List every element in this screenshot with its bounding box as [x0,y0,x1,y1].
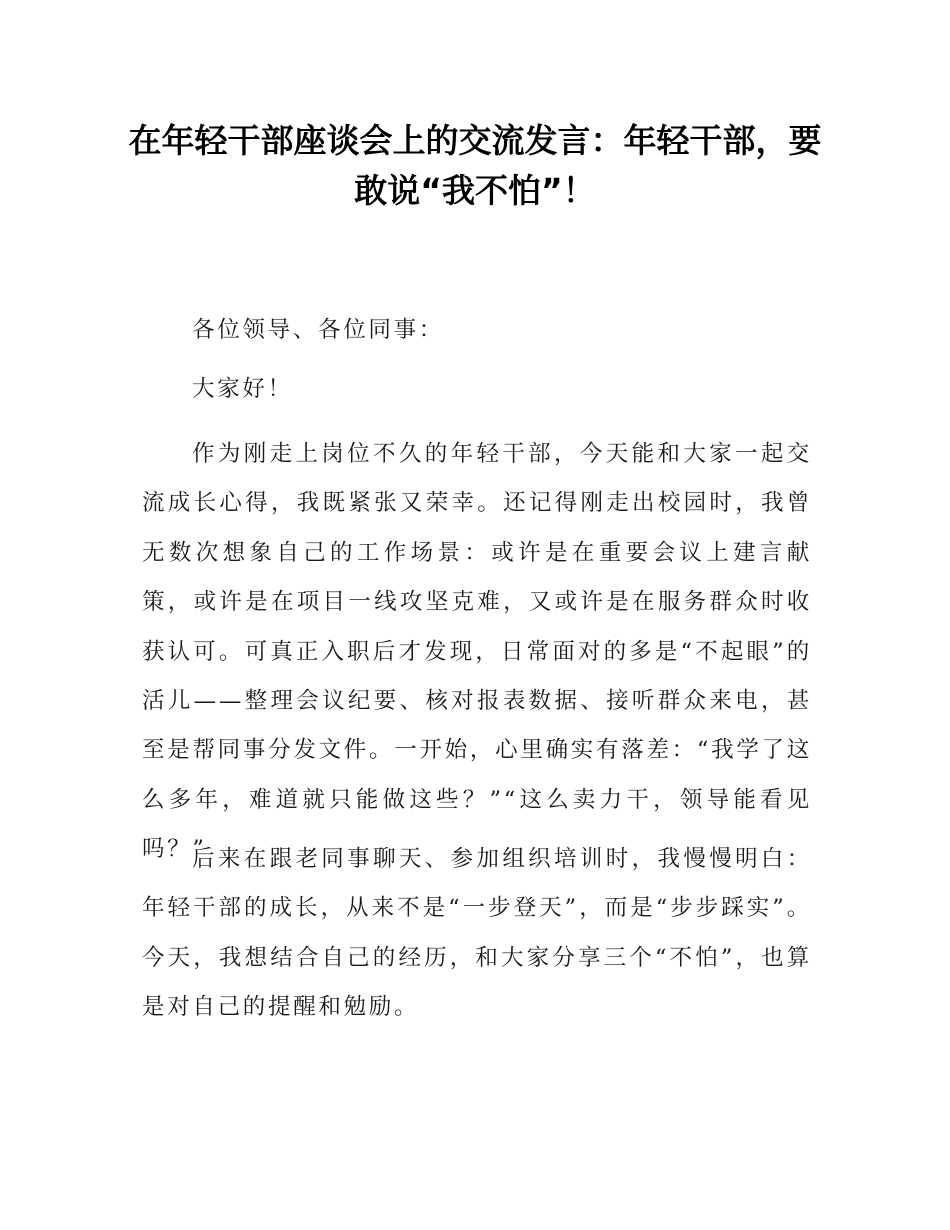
greeting: 大家好！ [192,376,293,402]
paragraph: 后来在跟老同事聊天、参加组织培训时，我慢慢明白：年轻干部的成长，从来不是“一步登天”，而是“步步踩实”。今天，我想结合自己的经历，和大家分享三个“不怕”，也算是对自己的提醒和勉励。 [142,846,812,1021]
salutation: 各位领导、各位同事： [192,317,445,343]
document-title: 在年轻干部座谈会上的交流发言：年轻干部，要敢说“我不怕”！ [128,121,822,210]
paragraph: 作为刚走上岗位不久的年轻干部，今天能和大家一起交流成长心得，我既紧张又荣幸。还记得刚走出校园时，我曾无数次想象自己的工作场景：或许是在重要会议上建言献策，或许是在项目一线攻坚克难，又或许是在服务群众时收获认可。可真正入职后才发现，日常面对的多是“不起眼”的活儿——整理会议纪要、核对报表数据、接听群众来电，甚至是帮同事分发文件。一开始，心里确实有落差：“我学了这么多年，难道就只能做这些？”“这么卖力干，领导能看见吗？” [142,441,812,863]
